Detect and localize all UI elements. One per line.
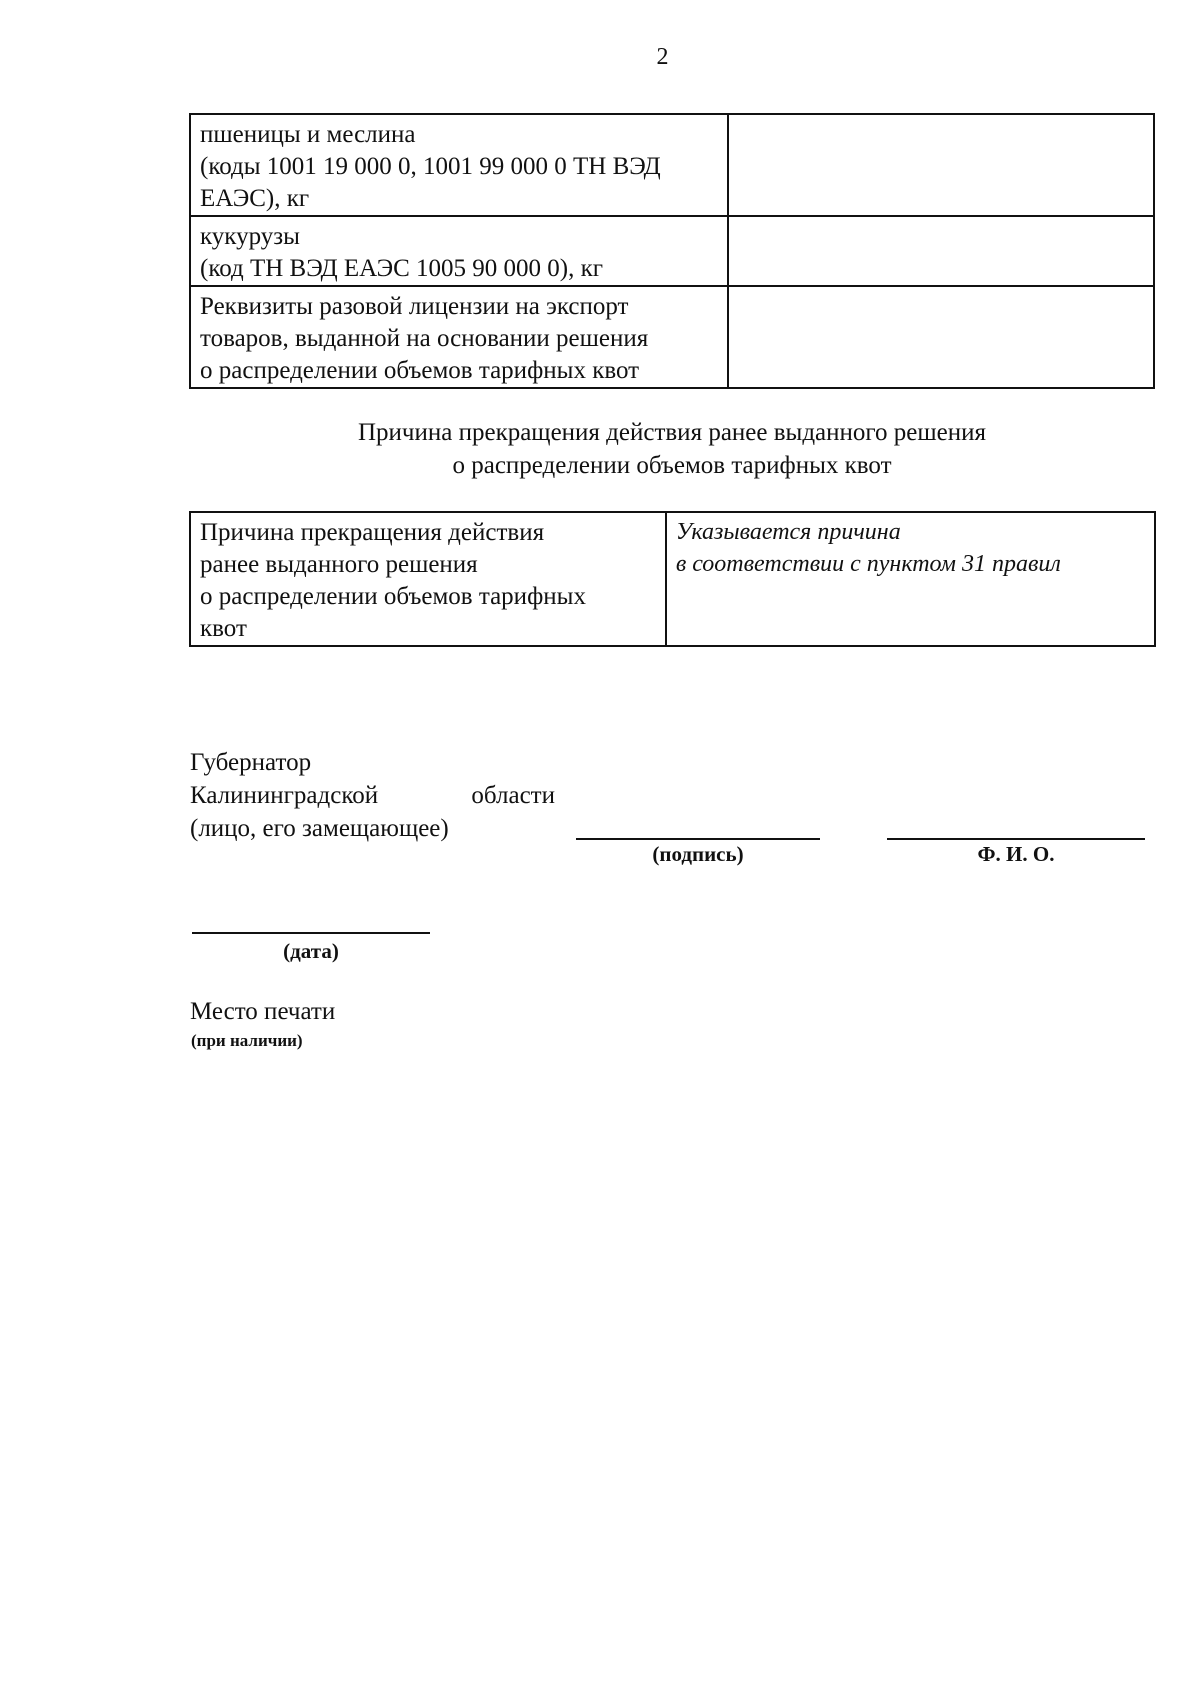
license-line-2: товаров, выданной на основании решения — [200, 325, 649, 352]
table-row — [190, 286, 1154, 388]
date-line — [192, 932, 430, 934]
reason-label-line-1: Причина прекращения действия — [200, 519, 545, 546]
table-row — [190, 114, 1154, 216]
reason-value-line-2: в соответствии с пунктом 31 правил — [675, 551, 1061, 577]
wheat-unit-line: ЕАЭС), кг — [200, 185, 310, 212]
date-caption: (дата) — [283, 939, 339, 963]
name-caption: Ф. И. О. — [977, 842, 1055, 866]
wheat-value-cell — [728, 114, 1154, 216]
stamp-place-title: Место печати — [190, 998, 336, 1025]
reason-label-cell — [190, 512, 666, 646]
signature-caption: (подпись) — [652, 842, 744, 866]
reason-table — [189, 511, 1156, 647]
section-heading-line-1: Причина прекращения действия ранее выданного решения — [357, 419, 986, 446]
license-line-1: Реквизиты разовой лицензии на экспорт — [200, 293, 629, 320]
signatory-region — [190, 779, 555, 812]
corn-value-cell — [728, 216, 1154, 286]
corn-code-line: (код ТН ВЭД ЕАЭС 1005 90 000 0), кг — [200, 255, 604, 282]
signatory-region-word-2: области — [471, 782, 555, 809]
page-number: 2 — [656, 44, 669, 70]
reason-value-cell — [666, 512, 1155, 646]
name-line — [887, 838, 1145, 840]
signatory-block — [190, 746, 555, 845]
wheat-label-cell — [190, 114, 728, 216]
corn-label-cell — [190, 216, 728, 286]
table-row — [190, 512, 1155, 646]
wheat-codes-line: (коды 1001 19 000 0, 1001 99 000 0 ТН ВЭД — [200, 153, 661, 180]
section-heading — [189, 416, 1155, 482]
table-row — [190, 216, 1154, 286]
signatory-title: Губернатор — [190, 749, 312, 776]
license-value-cell — [728, 286, 1154, 388]
corn-label-line: кукурузы — [200, 223, 300, 250]
reason-label-line-2: ранее выданного решения — [200, 551, 478, 578]
quota-table — [189, 113, 1155, 389]
signature-line — [576, 838, 820, 840]
stamp-place-note: (при наличии) — [191, 1031, 303, 1050]
reason-label-line-3: о распределении объемов тарифных — [200, 583, 586, 610]
reason-label-line-4: квот — [200, 615, 247, 642]
section-heading-line-2: о распределении объемов тарифных квот — [452, 452, 892, 479]
signatory-deputy-note: (лицо, его замещающее) — [190, 815, 449, 842]
reason-value-line-1: Указывается причина — [675, 519, 901, 545]
signatory-region-word-1: Калининградской — [190, 782, 379, 809]
license-line-3: о распределении объемов тарифных квот — [200, 357, 640, 384]
license-label-cell — [190, 286, 728, 388]
wheat-label-line: пшеницы и меслина — [200, 121, 416, 148]
